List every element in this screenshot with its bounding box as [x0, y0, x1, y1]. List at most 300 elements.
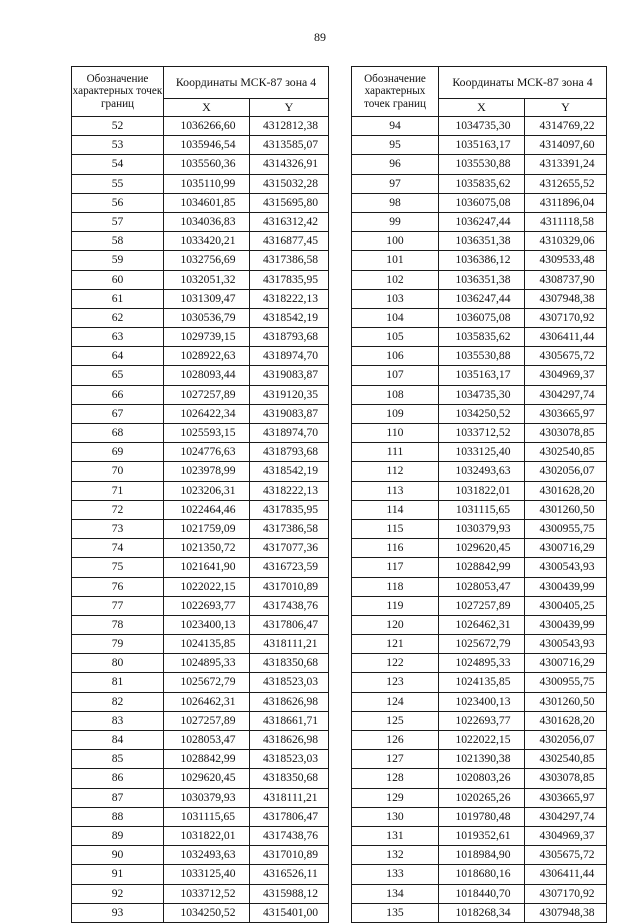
y-coordinate-cell: 4314326,91	[250, 155, 329, 174]
table-row	[352, 308, 607, 327]
x-coordinate-cell: 1034036,83	[164, 212, 250, 231]
x-coordinate-cell: 1021350,72	[164, 539, 250, 558]
x-coordinate-cell: 1035163,17	[439, 366, 525, 385]
table-row	[352, 788, 607, 807]
x-coordinate-cell: 1033420,21	[164, 232, 250, 251]
y-coordinate-cell: 4314097,60	[525, 136, 607, 155]
table-row	[72, 328, 329, 347]
table-row	[352, 251, 607, 270]
x-coordinate-cell: 1036351,38	[439, 270, 525, 289]
point-number-cell: 116	[352, 539, 439, 558]
y-coordinate-cell: 4300439,99	[525, 615, 607, 634]
table-row	[72, 846, 329, 865]
header-y: Y	[525, 99, 607, 117]
table-row	[352, 539, 607, 558]
point-number-cell: 120	[352, 615, 439, 634]
table-row	[352, 807, 607, 826]
point-number-cell: 68	[72, 424, 164, 443]
table-row	[72, 136, 329, 155]
y-coordinate-cell: 4310329,06	[525, 232, 607, 251]
table-row	[72, 865, 329, 884]
point-number-cell: 86	[72, 769, 164, 788]
x-coordinate-cell: 1032493,63	[439, 462, 525, 481]
x-coordinate-cell: 1034250,52	[164, 903, 250, 922]
y-coordinate-cell: 4318793,68	[250, 443, 329, 462]
x-coordinate-cell: 1025593,15	[164, 424, 250, 443]
point-number-cell: 79	[72, 635, 164, 654]
point-number-cell: 55	[72, 174, 164, 193]
point-number-cell: 117	[352, 558, 439, 577]
table-row	[72, 174, 329, 193]
x-coordinate-cell: 1020265,26	[439, 788, 525, 807]
y-coordinate-cell: 4305675,72	[525, 846, 607, 865]
y-coordinate-cell: 4317386,58	[250, 251, 329, 270]
x-coordinate-cell: 1029620,45	[164, 769, 250, 788]
y-coordinate-cell: 4318523,03	[250, 750, 329, 769]
table-row	[352, 366, 607, 385]
table-row	[72, 731, 329, 750]
y-coordinate-cell: 4315032,28	[250, 174, 329, 193]
table-row	[352, 692, 607, 711]
x-coordinate-cell: 1034601,85	[164, 193, 250, 212]
point-number-cell: 108	[352, 385, 439, 404]
point-number-cell: 98	[352, 193, 439, 212]
y-coordinate-cell: 4318974,70	[250, 347, 329, 366]
point-number-cell: 129	[352, 788, 439, 807]
point-number-cell: 134	[352, 884, 439, 903]
y-coordinate-cell: 4311118,58	[525, 212, 607, 231]
y-coordinate-cell: 4303665,97	[525, 404, 607, 423]
y-coordinate-cell: 4301260,50	[525, 500, 607, 519]
table-row	[72, 577, 329, 596]
table-row	[72, 673, 329, 692]
point-number-cell: 78	[72, 615, 164, 634]
point-number-cell: 111	[352, 443, 439, 462]
x-coordinate-cell: 1033712,52	[439, 424, 525, 443]
y-coordinate-cell: 4317386,58	[250, 519, 329, 538]
y-coordinate-cell: 4317010,89	[250, 577, 329, 596]
table-row	[72, 404, 329, 423]
table-row	[352, 846, 607, 865]
point-number-cell: 94	[352, 117, 439, 136]
table-row	[72, 232, 329, 251]
table-row	[352, 174, 607, 193]
x-coordinate-cell: 1030379,93	[439, 519, 525, 538]
y-coordinate-cell: 4307948,38	[525, 289, 607, 308]
point-number-cell: 66	[72, 385, 164, 404]
x-coordinate-cell: 1028842,99	[439, 558, 525, 577]
x-coordinate-cell: 1018984,90	[439, 846, 525, 865]
table-row	[72, 251, 329, 270]
y-coordinate-cell: 4318626,98	[250, 692, 329, 711]
point-number-cell: 128	[352, 769, 439, 788]
point-number-cell: 53	[72, 136, 164, 155]
x-coordinate-cell: 1018440,70	[439, 884, 525, 903]
x-coordinate-cell: 1029620,45	[439, 539, 525, 558]
x-coordinate-cell: 1036386,12	[439, 251, 525, 270]
y-coordinate-cell: 4315988,12	[250, 884, 329, 903]
x-coordinate-cell: 1036266,60	[164, 117, 250, 136]
y-coordinate-cell: 4316723,59	[250, 558, 329, 577]
table-row	[352, 615, 607, 634]
table-row	[352, 117, 607, 136]
x-coordinate-cell: 1020803,26	[439, 769, 525, 788]
table-row	[352, 826, 607, 845]
y-coordinate-cell: 4303078,85	[525, 424, 607, 443]
y-coordinate-cell: 4318661,71	[250, 711, 329, 730]
point-number-cell: 75	[72, 558, 164, 577]
table-row	[72, 289, 329, 308]
x-coordinate-cell: 1036075,08	[439, 308, 525, 327]
y-coordinate-cell: 4300543,93	[525, 558, 607, 577]
table-row	[352, 404, 607, 423]
x-coordinate-cell: 1028842,99	[164, 750, 250, 769]
point-number-cell: 57	[72, 212, 164, 231]
x-coordinate-cell: 1028053,47	[164, 731, 250, 750]
x-coordinate-cell: 1028093,44	[164, 366, 250, 385]
table-row	[352, 270, 607, 289]
x-coordinate-cell: 1035835,62	[439, 174, 525, 193]
y-coordinate-cell: 4308737,90	[525, 270, 607, 289]
y-coordinate-cell: 4304297,74	[525, 385, 607, 404]
point-number-cell: 95	[352, 136, 439, 155]
x-coordinate-cell: 1024135,85	[164, 635, 250, 654]
point-number-cell: 100	[352, 232, 439, 251]
point-number-cell: 93	[72, 903, 164, 922]
table-row	[72, 769, 329, 788]
x-coordinate-cell: 1036075,08	[439, 193, 525, 212]
y-coordinate-cell: 4307170,92	[525, 884, 607, 903]
y-coordinate-cell: 4307170,92	[525, 308, 607, 327]
table-row	[72, 462, 329, 481]
point-number-cell: 121	[352, 635, 439, 654]
table-row	[72, 750, 329, 769]
point-number-cell: 81	[72, 673, 164, 692]
point-number-cell: 110	[352, 424, 439, 443]
x-coordinate-cell: 1018680,16	[439, 865, 525, 884]
point-number-cell: 80	[72, 654, 164, 673]
coordinates-table-left	[71, 66, 329, 923]
y-coordinate-cell: 4318350,68	[250, 654, 329, 673]
x-coordinate-cell: 1033125,40	[439, 443, 525, 462]
table-row	[72, 308, 329, 327]
table-body-left	[72, 117, 329, 923]
x-coordinate-cell: 1028922,63	[164, 347, 250, 366]
x-coordinate-cell: 1027257,89	[439, 596, 525, 615]
y-coordinate-cell: 4317077,36	[250, 539, 329, 558]
point-number-cell: 130	[352, 807, 439, 826]
table-row	[352, 903, 607, 922]
y-coordinate-cell: 4309533,48	[525, 251, 607, 270]
table-row	[352, 347, 607, 366]
y-coordinate-cell: 4302056,07	[525, 731, 607, 750]
header-x: X	[164, 99, 250, 117]
point-number-cell: 85	[72, 750, 164, 769]
point-number-cell: 88	[72, 807, 164, 826]
point-number-cell: 82	[72, 692, 164, 711]
point-number-cell: 123	[352, 673, 439, 692]
table-row	[72, 500, 329, 519]
x-coordinate-cell: 1026462,31	[439, 615, 525, 634]
y-coordinate-cell: 4301628,20	[525, 711, 607, 730]
point-number-cell: 90	[72, 846, 164, 865]
table-row	[72, 117, 329, 136]
point-number-cell: 56	[72, 193, 164, 212]
table-body-right	[352, 117, 607, 923]
page-number: 89	[314, 30, 326, 44]
x-coordinate-cell: 1033712,52	[164, 884, 250, 903]
table-row	[352, 577, 607, 596]
point-number-cell: 118	[352, 577, 439, 596]
point-number-cell: 122	[352, 654, 439, 673]
point-number-cell: 97	[352, 174, 439, 193]
x-coordinate-cell: 1023206,31	[164, 481, 250, 500]
x-coordinate-cell: 1019352,61	[439, 826, 525, 845]
point-number-cell: 60	[72, 270, 164, 289]
point-number-cell: 124	[352, 692, 439, 711]
table-row	[352, 289, 607, 308]
point-number-cell: 107	[352, 366, 439, 385]
y-coordinate-cell: 4305675,72	[525, 347, 607, 366]
point-number-cell: 126	[352, 731, 439, 750]
table-row	[72, 539, 329, 558]
table-row	[72, 788, 329, 807]
table-row	[72, 347, 329, 366]
table-row	[352, 462, 607, 481]
table-row	[72, 903, 329, 922]
point-number-cell: 132	[352, 846, 439, 865]
y-coordinate-cell: 4300955,75	[525, 519, 607, 538]
point-number-cell: 63	[72, 328, 164, 347]
point-number-cell: 104	[352, 308, 439, 327]
y-coordinate-cell: 4318542,19	[250, 462, 329, 481]
table-row	[72, 596, 329, 615]
point-number-cell: 73	[72, 519, 164, 538]
x-coordinate-cell: 1032756,69	[164, 251, 250, 270]
point-number-cell: 70	[72, 462, 164, 481]
x-coordinate-cell: 1026422,34	[164, 404, 250, 423]
x-coordinate-cell: 1025672,79	[164, 673, 250, 692]
x-coordinate-cell: 1027257,89	[164, 711, 250, 730]
y-coordinate-cell: 4300439,99	[525, 577, 607, 596]
x-coordinate-cell: 1036351,38	[439, 232, 525, 251]
table-row	[352, 711, 607, 730]
x-coordinate-cell: 1036247,44	[439, 289, 525, 308]
table-row	[352, 673, 607, 692]
point-number-cell: 127	[352, 750, 439, 769]
x-coordinate-cell: 1022464,46	[164, 500, 250, 519]
point-number-cell: 91	[72, 865, 164, 884]
y-coordinate-cell: 4319083,87	[250, 404, 329, 423]
x-coordinate-cell: 1031115,65	[439, 500, 525, 519]
y-coordinate-cell: 4316877,45	[250, 232, 329, 251]
table-row	[352, 500, 607, 519]
point-number-cell: 84	[72, 731, 164, 750]
table-row	[352, 519, 607, 538]
x-coordinate-cell: 1030536,79	[164, 308, 250, 327]
y-coordinate-cell: 4316312,42	[250, 212, 329, 231]
table-row	[352, 558, 607, 577]
y-coordinate-cell: 4311896,04	[525, 193, 607, 212]
x-coordinate-cell: 1035163,17	[439, 136, 525, 155]
table-row	[352, 635, 607, 654]
x-coordinate-cell: 1021759,09	[164, 519, 250, 538]
x-coordinate-cell: 1026462,31	[164, 692, 250, 711]
table-row	[72, 558, 329, 577]
table-row	[352, 865, 607, 884]
x-coordinate-cell: 1035560,36	[164, 155, 250, 174]
x-coordinate-cell: 1022693,77	[164, 596, 250, 615]
x-coordinate-cell: 1025672,79	[439, 635, 525, 654]
point-number-cell: 74	[72, 539, 164, 558]
point-number-cell: 119	[352, 596, 439, 615]
header-x: X	[439, 99, 525, 117]
table-row	[352, 193, 607, 212]
y-coordinate-cell: 4306411,44	[525, 328, 607, 347]
x-coordinate-cell: 1031115,65	[164, 807, 250, 826]
table-row	[72, 711, 329, 730]
point-number-cell: 125	[352, 711, 439, 730]
y-coordinate-cell: 4318111,21	[250, 635, 329, 654]
y-coordinate-cell: 4300543,93	[525, 635, 607, 654]
y-coordinate-cell: 4314769,22	[525, 117, 607, 136]
point-number-cell: 67	[72, 404, 164, 423]
y-coordinate-cell: 4306411,44	[525, 865, 607, 884]
table-row	[352, 750, 607, 769]
table-row	[72, 212, 329, 231]
table-row	[72, 807, 329, 826]
y-coordinate-cell: 4312655,52	[525, 174, 607, 193]
y-coordinate-cell: 4313585,07	[250, 136, 329, 155]
y-coordinate-cell: 4302540,85	[525, 750, 607, 769]
y-coordinate-cell: 4318542,19	[250, 308, 329, 327]
point-number-cell: 52	[72, 117, 164, 136]
x-coordinate-cell: 1035946,54	[164, 136, 250, 155]
y-coordinate-cell: 4317806,47	[250, 615, 329, 634]
x-coordinate-cell: 1034735,30	[439, 117, 525, 136]
y-coordinate-cell: 4317438,76	[250, 826, 329, 845]
table-row	[352, 731, 607, 750]
y-coordinate-cell: 4316526,11	[250, 865, 329, 884]
y-coordinate-cell: 4301260,50	[525, 692, 607, 711]
y-coordinate-cell: 4300716,29	[525, 654, 607, 673]
point-number-cell: 59	[72, 251, 164, 270]
table-row	[72, 385, 329, 404]
y-coordinate-cell: 4304969,37	[525, 366, 607, 385]
point-number-cell: 103	[352, 289, 439, 308]
x-coordinate-cell: 1028053,47	[439, 577, 525, 596]
y-coordinate-cell: 4317010,89	[250, 846, 329, 865]
x-coordinate-cell: 1033125,40	[164, 865, 250, 884]
header-coordinates: Координаты МСК-87 зона 4	[439, 67, 607, 99]
x-coordinate-cell: 1024135,85	[439, 673, 525, 692]
y-coordinate-cell: 4319083,87	[250, 366, 329, 385]
y-coordinate-cell: 4318111,21	[250, 788, 329, 807]
header-point-label: Обозначение характерных точек границ	[72, 67, 164, 117]
x-coordinate-cell: 1035110,99	[164, 174, 250, 193]
point-number-cell: 109	[352, 404, 439, 423]
x-coordinate-cell: 1035530,88	[439, 155, 525, 174]
y-coordinate-cell: 4317806,47	[250, 807, 329, 826]
x-coordinate-cell: 1023978,99	[164, 462, 250, 481]
table-row	[352, 654, 607, 673]
point-number-cell: 58	[72, 232, 164, 251]
x-coordinate-cell: 1031822,01	[439, 481, 525, 500]
point-number-cell: 131	[352, 826, 439, 845]
y-coordinate-cell: 4318222,13	[250, 289, 329, 308]
x-coordinate-cell: 1036247,44	[439, 212, 525, 231]
point-number-cell: 101	[352, 251, 439, 270]
table-row	[352, 155, 607, 174]
table-row	[352, 212, 607, 231]
x-coordinate-cell: 1034735,30	[439, 385, 525, 404]
table-row	[352, 232, 607, 251]
y-coordinate-cell: 4318793,68	[250, 328, 329, 347]
table-row	[72, 884, 329, 903]
table-row	[72, 366, 329, 385]
y-coordinate-cell: 4304297,74	[525, 807, 607, 826]
x-coordinate-cell: 1022022,15	[439, 731, 525, 750]
y-coordinate-cell: 4313391,24	[525, 155, 607, 174]
x-coordinate-cell: 1032051,32	[164, 270, 250, 289]
x-coordinate-cell: 1031822,01	[164, 826, 250, 845]
x-coordinate-cell: 1023400,13	[164, 615, 250, 634]
table-row	[352, 385, 607, 404]
y-coordinate-cell: 4312812,38	[250, 117, 329, 136]
x-coordinate-cell: 1032493,63	[164, 846, 250, 865]
point-number-cell: 83	[72, 711, 164, 730]
point-number-cell: 135	[352, 903, 439, 922]
y-coordinate-cell: 4318350,68	[250, 769, 329, 788]
y-coordinate-cell: 4319120,35	[250, 385, 329, 404]
point-number-cell: 133	[352, 865, 439, 884]
coordinates-table-right	[351, 66, 607, 923]
table-row	[72, 193, 329, 212]
y-coordinate-cell: 4303078,85	[525, 769, 607, 788]
point-number-cell: 112	[352, 462, 439, 481]
x-coordinate-cell: 1030379,93	[164, 788, 250, 807]
y-coordinate-cell: 4302056,07	[525, 462, 607, 481]
y-coordinate-cell: 4318222,13	[250, 481, 329, 500]
x-coordinate-cell: 1024776,63	[164, 443, 250, 462]
y-coordinate-cell: 4300955,75	[525, 673, 607, 692]
table-row	[72, 443, 329, 462]
point-number-cell: 115	[352, 519, 439, 538]
table-row	[352, 596, 607, 615]
y-coordinate-cell: 4318626,98	[250, 731, 329, 750]
y-coordinate-cell: 4317438,76	[250, 596, 329, 615]
point-number-cell: 62	[72, 308, 164, 327]
y-coordinate-cell: 4318523,03	[250, 673, 329, 692]
table-row	[72, 519, 329, 538]
table-row	[352, 443, 607, 462]
y-coordinate-cell: 4300716,29	[525, 539, 607, 558]
table-row	[72, 826, 329, 845]
point-number-cell: 71	[72, 481, 164, 500]
table-row	[72, 635, 329, 654]
table-row	[352, 136, 607, 155]
point-number-cell: 76	[72, 577, 164, 596]
header-point-label: Обозначение характерных точек границ	[352, 67, 439, 117]
y-coordinate-cell: 4300405,25	[525, 596, 607, 615]
x-coordinate-cell: 1021641,90	[164, 558, 250, 577]
table-row	[352, 424, 607, 443]
x-coordinate-cell: 1031309,47	[164, 289, 250, 308]
x-coordinate-cell: 1024895,33	[164, 654, 250, 673]
x-coordinate-cell: 1024895,33	[439, 654, 525, 673]
table-row	[352, 481, 607, 500]
table-row	[72, 270, 329, 289]
